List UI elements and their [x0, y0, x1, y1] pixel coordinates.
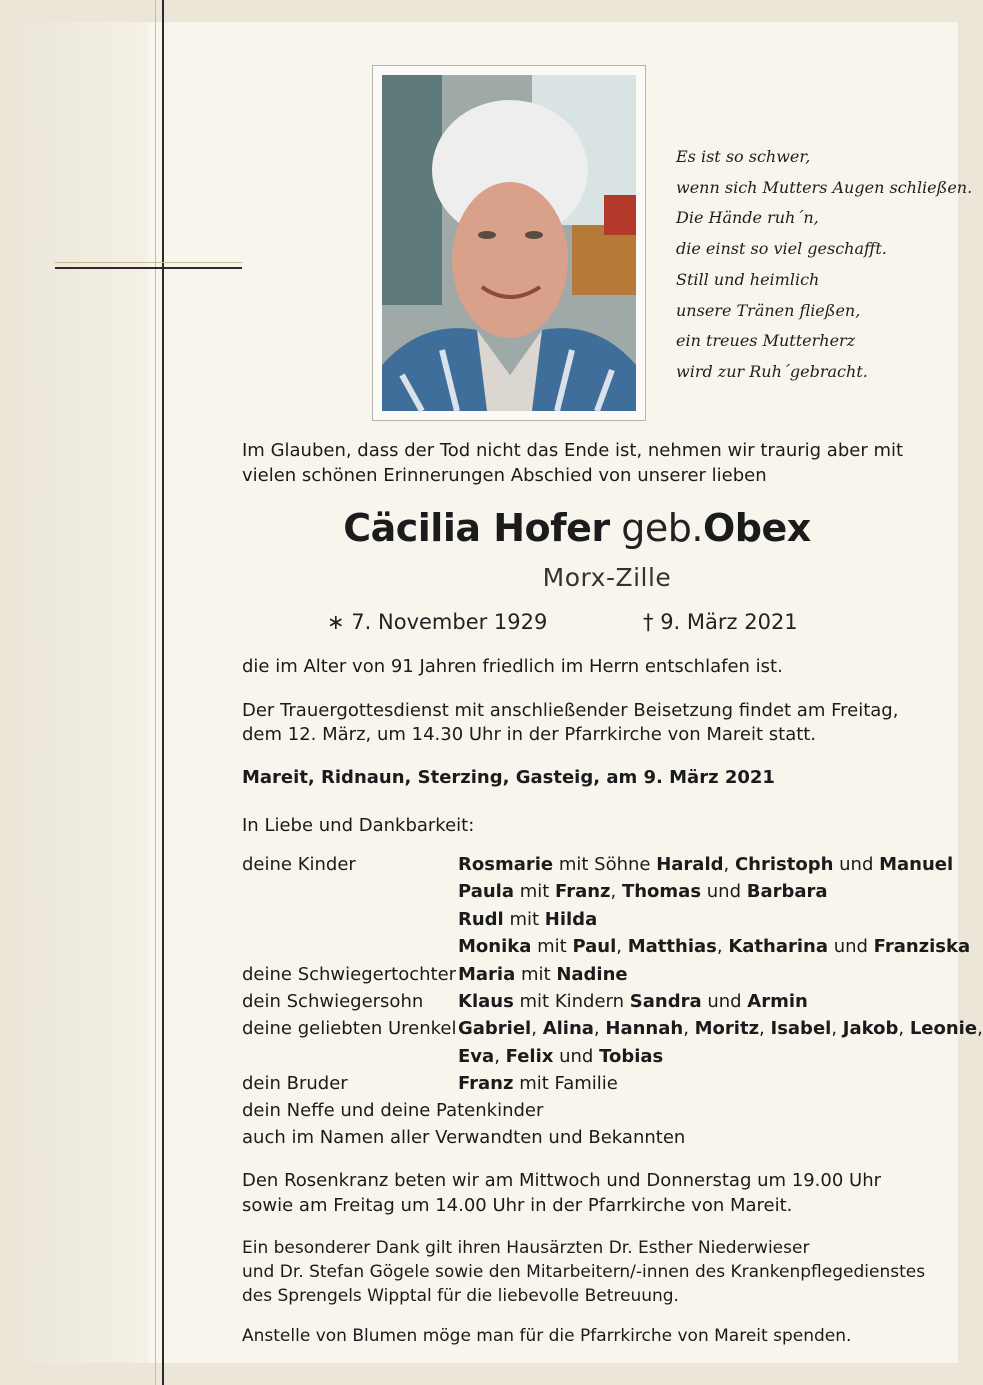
- relative-name: Nadine: [556, 964, 628, 985]
- relative-label: deine Schwiegertochter: [242, 964, 457, 985]
- relative-name: Gabriel: [458, 1018, 532, 1039]
- relative-name: Felix: [505, 1046, 554, 1067]
- relative-connector: mit Familie: [513, 1073, 618, 1094]
- relative-label: dein Bruder: [242, 1073, 348, 1094]
- cross-bar: [55, 267, 242, 269]
- nephew-line: dein Neffe und deine Patenkinder: [242, 1100, 544, 1121]
- relative-connector: und: [827, 936, 874, 957]
- relative-connector: ,: [531, 1018, 543, 1039]
- birth-date: [327, 608, 547, 636]
- poem-line: Es ist so schwer,: [676, 147, 811, 166]
- birth-date-value: 7. November 1929: [351, 610, 548, 634]
- relative-names: [458, 1043, 663, 1070]
- relative-connector: mit: [531, 936, 573, 957]
- relative-name: Tobias: [599, 1046, 664, 1067]
- relative-connector: ,: [831, 1018, 843, 1039]
- poem-line: wenn sich Mutters Augen schließen.: [676, 177, 973, 197]
- relative-name: Eva: [458, 1046, 495, 1067]
- relative-name: Moritz: [694, 1018, 760, 1039]
- relative-connector: ,: [977, 1018, 983, 1039]
- love-line: In Liebe und Dankbarkeit:: [242, 815, 475, 836]
- relative-names: [458, 933, 970, 960]
- deceased-name: [242, 505, 912, 551]
- relative-connector: und: [553, 1046, 600, 1067]
- relative-name: Leonie: [909, 1018, 978, 1039]
- death-cross-icon: †: [643, 610, 654, 634]
- relative-connector: und: [701, 991, 748, 1012]
- relative-connector: ,: [683, 1018, 695, 1039]
- relative-connector: und: [701, 881, 747, 902]
- relative-name: Franz: [555, 881, 611, 902]
- relative-connector: ,: [759, 1018, 771, 1039]
- relative-names: [458, 1015, 983, 1042]
- relative-connector: ,: [716, 936, 729, 957]
- relative-names: [458, 988, 808, 1015]
- relative-name: Franziska: [873, 936, 971, 957]
- portrait-frame: [372, 65, 646, 421]
- relative-name: Maria: [458, 964, 516, 985]
- relative-name: Jakob: [842, 1018, 899, 1039]
- deceased-first-name: Cäcilia Hofer: [343, 506, 610, 550]
- relative-connector: mit: [514, 881, 556, 902]
- relative-name: Paula: [458, 881, 514, 902]
- age-line: die im Alter von 91 Jahren friedlich im Herrn entschlafen ist.: [242, 656, 783, 677]
- relative-name: Christoph: [734, 854, 834, 875]
- relatives-line: auch im Namen aller Verwandten und Bekannten: [242, 1127, 686, 1148]
- cross-gold-line-horizontal: [55, 262, 242, 263]
- relative-name: Manuel: [879, 854, 954, 875]
- relative-connector: ,: [610, 881, 622, 902]
- service-line: Der Trauergottesdienst mit anschließender Beisetzung findet am Freitag,: [242, 700, 899, 721]
- rosary-line: sowie am Freitag um 14.00 Uhr in der Pfarrkirche von Mareit.: [242, 1195, 793, 1216]
- poem-line: unsere Tränen fließen,: [676, 300, 861, 320]
- relative-name: Armin: [747, 991, 808, 1012]
- relative-name: Katharina: [728, 936, 828, 957]
- house-name: Morx-Zille: [542, 563, 672, 592]
- relative-name: Thomas: [621, 881, 702, 902]
- relative-name: Hilda: [544, 909, 598, 930]
- relative-connector: mit: [503, 909, 545, 930]
- relative-name: Monika: [458, 936, 532, 957]
- relative-name: Franz: [458, 1073, 514, 1094]
- poem-line: Die Hände ruh´n,: [676, 208, 819, 228]
- relative-connector: ,: [494, 1046, 506, 1067]
- relative-name: Barbara: [746, 881, 828, 902]
- service-line: dem 12. März, um 14.30 Uhr in der Pfarrkirche von Mareit statt.: [242, 724, 817, 745]
- flowers-line: Anstelle von Blumen möge man für die Pfarrkirche von Mareit spenden.: [242, 1326, 852, 1346]
- relative-name: Matthias: [627, 936, 717, 957]
- cross-icon: [162, 0, 164, 1385]
- relative-names: [458, 961, 628, 988]
- relative-name: Hannah: [605, 1018, 684, 1039]
- poem-line: Still und heimlich: [676, 269, 820, 289]
- relative-label: dein Schwiegersohn: [242, 991, 424, 1012]
- poem: [676, 142, 976, 388]
- relative-name: Isabel: [770, 1018, 832, 1039]
- relative-name: Rudl: [458, 909, 504, 930]
- relative-names: [458, 878, 828, 905]
- geb-label: geb.: [621, 506, 703, 550]
- poem-line: die einst so viel geschafft.: [676, 239, 887, 259]
- relative-connector: mit Söhne: [553, 854, 657, 875]
- intro-line: vielen schönen Erinnerungen Abschied von unserer lieben: [242, 465, 767, 486]
- relative-connector: und: [833, 854, 880, 875]
- birth-symbol-icon: ∗: [327, 610, 345, 634]
- relative-label: deine Kinder: [242, 854, 356, 875]
- relative-label: deine geliebten Urenkel: [242, 1018, 457, 1039]
- relative-connector: mit: [515, 964, 557, 985]
- relative-name: Klaus: [458, 991, 514, 1012]
- relative-connector: ,: [723, 854, 735, 875]
- relative-name: Sandra: [629, 991, 702, 1012]
- thanks-line: des Sprengels Wipptal für die liebevolle Betreuung.: [242, 1286, 679, 1306]
- relative-name: Harald: [656, 854, 724, 875]
- thanks-line: und Dr. Stefan Gögele sowie den Mitarbeitern/-innen des Krankenpflegedienstes: [242, 1262, 926, 1282]
- place-date: Mareit, Ridnaun, Sterzing, Gasteig, am 9. März 2021: [242, 767, 775, 788]
- relative-names: [458, 1070, 618, 1097]
- relative-connector: ,: [616, 936, 628, 957]
- relative-names: [458, 906, 597, 933]
- death-date-value: 9. März 2021: [660, 610, 798, 634]
- portrait-photo: [382, 75, 636, 411]
- deceased-maiden-name: Obex: [702, 506, 811, 550]
- thanks-line: Ein besonderer Dank gilt ihren Hausärzten Dr. Esther Niederwieser: [242, 1238, 810, 1258]
- poem-line: ein treues Mutterherz: [676, 331, 856, 351]
- cross-gold-line-vertical: [155, 0, 156, 1385]
- relative-name: Alina: [542, 1018, 594, 1039]
- poem-line: wird zur Ruh´gebracht.: [676, 361, 868, 381]
- intro-line: Im Glauben, dass der Tod nicht das Ende ist, nehmen wir traurig aber mit: [242, 440, 904, 461]
- relative-connector: ,: [593, 1018, 606, 1039]
- rosary-line: Den Rosenkranz beten wir am Mittwoch und Donnerstag um 19.00 Uhr: [242, 1170, 882, 1191]
- relative-name: Rosmarie: [458, 854, 554, 875]
- relative-connector: ,: [898, 1018, 910, 1039]
- relative-name: Paul: [572, 936, 617, 957]
- portrait-illustration: [382, 75, 636, 411]
- left-band: [24, 22, 148, 1363]
- relative-connector: mit Kindern: [513, 991, 630, 1012]
- death-date: [643, 608, 798, 636]
- relative-names: [458, 851, 953, 878]
